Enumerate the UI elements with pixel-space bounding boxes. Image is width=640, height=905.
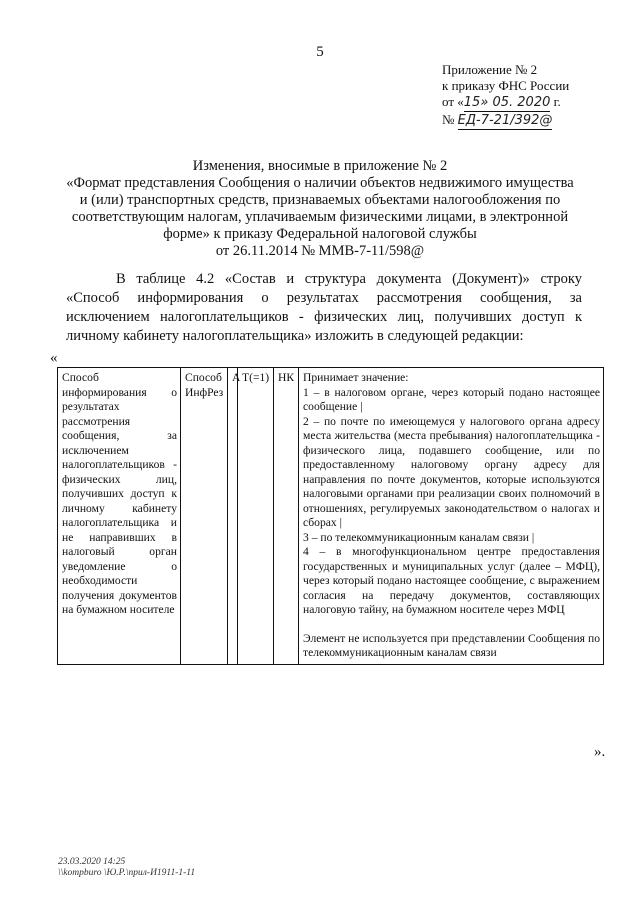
- number-prefix: №: [442, 112, 455, 127]
- footer-timestamp: 23.03.2020 14:25: [58, 857, 126, 867]
- value-option-4: 4 – в многофункциональном центре предоставления государственных и муниципальных услуг (далее – МФЦ), через который подано настоящее сообщение, с выражением согласия на передачу документов, составляющих налоговую тайну, на бумажном носителе через МФЦ: [303, 545, 600, 616]
- appendix-line-1: Приложение № 2: [442, 62, 538, 77]
- usage-note: Элемент не используется при представлении Сообщения по телекоммуникационным каналам связи: [303, 631, 600, 659]
- title-line-5: форме» к приказу Федеральной налоговой службы: [163, 226, 477, 242]
- spacer: [303, 618, 600, 632]
- footer-file-path: \\kompburo \Ю.Р.\прил-И1911-1-11: [58, 868, 196, 878]
- document-title: [60, 158, 580, 260]
- opening-quote: «: [50, 350, 58, 366]
- table-row: [58, 368, 604, 665]
- document-structure-table: [57, 367, 604, 665]
- closing-quote: ».: [594, 744, 606, 760]
- handwritten-day: 15: [463, 95, 481, 110]
- element-values-cell: [299, 368, 604, 665]
- title-line-1: Изменения, вносимые в приложение № 2: [192, 158, 448, 174]
- date-suffix: г.: [553, 94, 561, 109]
- intro-paragraph-text: В таблице 4.2 «Состав и структура документа (Документ)» строку «Способ информирования о результатах рассмотрения сообщения, за исключением налогоплательщиков - физических лиц, получивших доступ к личному кабинету налогоплательщика» изложить в следующей редакции:: [66, 271, 582, 344]
- handwritten-month-year: » 05. 2020: [480, 95, 551, 110]
- value-option-1: 1 – в налоговом органе, через который подано настоящее сообщение |: [303, 385, 600, 413]
- page-number: 5: [316, 44, 324, 60]
- element-type-cell: А: [228, 368, 238, 665]
- intro-paragraph: [66, 270, 582, 346]
- handwritten-order-number: ЕД-7-21/392@: [457, 113, 553, 128]
- appendix-reference: [442, 62, 569, 130]
- values-header: Принимает значение:: [303, 371, 409, 384]
- date-prefix: от «: [442, 94, 464, 109]
- title-line-3: и (или) транспортных средств, признаваемых объектами налогообложения по: [79, 192, 561, 208]
- value-option-3: 3 – по телекоммуникационным каналам связи |: [303, 530, 535, 544]
- element-code-cell: Способ ИнфРез: [181, 368, 228, 665]
- title-line-6: от 26.11.2014 № ММВ-7-11/598@: [215, 243, 425, 259]
- element-format-cell: Т(=1): [238, 368, 274, 665]
- title-line-2: «Формат представления Сообщения о наличии объектов недвижимого имущества: [66, 175, 574, 191]
- appendix-line-2: к приказу ФНС России: [442, 78, 570, 93]
- title-line-4: соответствующим налогам, уплачиваемым физическими лицами, в электронной: [71, 209, 569, 225]
- value-option-2: 2 – по почте по имеющемуся у налогового органа адресу места жительства (места пребывания) налогоплательщика - физического лица, подавшего сообщение, или по предоставленному налоговому органу адресу для направления по почте документов, которые используются налоговыми органами при реализации своих полномочий в отношениях, регулируемых законодательством о налогах и сборах |: [303, 414, 600, 529]
- file-footer: [58, 857, 195, 879]
- element-required-cell: НК: [274, 368, 299, 665]
- element-name-cell: Способ информирования о результатах рассмотрения сообщения, за исключением налогоплательщиков - физических лиц, получивших доступ к личному кабинету налогоплательщика и не направивших в налоговый орган уведомление о необходимости получения документов на бумажном носителе: [58, 368, 181, 665]
- appendix-number-line: [442, 112, 569, 130]
- appendix-date-line: [442, 94, 569, 112]
